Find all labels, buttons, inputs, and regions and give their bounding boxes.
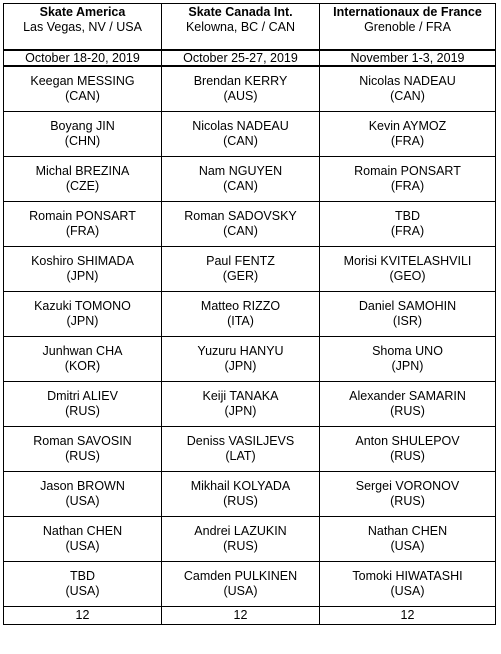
skater-name: Morisi KVITELASHVILI xyxy=(343,254,472,268)
skater-cell xyxy=(4,427,162,472)
skater-name: Kazuki TOMONO xyxy=(34,299,131,313)
skater-name: Camden PULKINEN xyxy=(183,569,298,583)
skater-count: 12 xyxy=(4,607,162,625)
event-location: Grenoble / FRA xyxy=(364,20,451,34)
skater-name: Sergei VORONOV xyxy=(355,479,460,493)
skater-cell xyxy=(4,382,162,427)
skater-cell xyxy=(4,202,162,247)
skater-cell xyxy=(320,472,496,517)
skater-row xyxy=(4,247,496,292)
skater-cell xyxy=(162,247,320,292)
skater-country: (FRA) xyxy=(390,179,425,193)
skater-country: (USA) xyxy=(65,494,100,508)
skater-cell xyxy=(162,517,320,562)
skater-row xyxy=(4,112,496,157)
skater-name: Roman SAVOSIN xyxy=(33,434,132,448)
event-dates: October 25-27, 2019 xyxy=(162,50,320,66)
skater-name: TBD xyxy=(395,209,420,223)
skater-name: Tomoki HIWATASHI xyxy=(352,569,463,583)
skater-cell xyxy=(162,202,320,247)
skater-cell xyxy=(162,157,320,202)
skater-country: (CAN) xyxy=(223,134,258,148)
skater-country: (JPN) xyxy=(224,404,257,418)
skater-country: (USA) xyxy=(65,584,100,598)
skater-cell xyxy=(4,66,162,112)
skater-cell xyxy=(320,337,496,382)
skater-name: Kevin AYMOZ xyxy=(368,119,447,133)
count-row xyxy=(4,607,496,625)
skater-country: (JPN) xyxy=(391,359,424,373)
skater-country: (CAN) xyxy=(390,89,425,103)
skater-country: (GER) xyxy=(222,269,259,283)
skater-country: (RUS) xyxy=(65,404,100,418)
skater-count: 12 xyxy=(162,607,320,625)
skater-name: Jason BROWN xyxy=(40,479,125,493)
skater-cell xyxy=(320,202,496,247)
skater-country: (FRA) xyxy=(390,224,425,238)
skater-country: (GEO) xyxy=(389,269,426,283)
skater-row xyxy=(4,157,496,202)
skater-name: Nicolas NADEAU xyxy=(192,119,289,133)
skater-cell xyxy=(4,292,162,337)
skater-name: Andrei LAZUKIN xyxy=(194,524,287,538)
event-header-row xyxy=(4,4,496,51)
skater-cell xyxy=(320,112,496,157)
event-dates: October 18-20, 2019 xyxy=(4,50,162,66)
skater-country: (CHN) xyxy=(64,134,101,148)
skater-name: Romain PONSART xyxy=(29,209,136,223)
skater-cell xyxy=(4,517,162,562)
skater-cell xyxy=(4,247,162,292)
skater-cell xyxy=(320,66,496,112)
skater-name: Shoma UNO xyxy=(372,344,443,358)
skater-country: (CAN) xyxy=(223,179,258,193)
skater-name: Yuzuru HANYU xyxy=(197,344,284,358)
skater-cell xyxy=(320,382,496,427)
skater-cell xyxy=(320,562,496,607)
skater-country: (ITA) xyxy=(227,314,254,328)
skater-name: Nam NGUYEN xyxy=(198,164,283,178)
skater-row xyxy=(4,292,496,337)
skater-country: (ISR) xyxy=(392,314,423,328)
skater-name: Romain PONSART xyxy=(354,164,461,178)
event-name: Internationaux de France xyxy=(333,5,482,19)
skater-name: Nathan CHEN xyxy=(367,524,448,538)
skater-cell xyxy=(162,472,320,517)
skater-row xyxy=(4,517,496,562)
skater-country: (CAN) xyxy=(223,224,258,238)
event-location: Las Vegas, NV / USA xyxy=(23,20,142,34)
skater-cell xyxy=(162,337,320,382)
skater-name: Brendan KERRY xyxy=(193,74,288,88)
skater-country: (KOR) xyxy=(64,359,101,373)
skater-row xyxy=(4,472,496,517)
skater-name: Dmitri ALIEV xyxy=(47,389,118,403)
event-location: Kelowna, BC / CAN xyxy=(185,20,296,34)
skater-cell xyxy=(320,427,496,472)
skater-cell xyxy=(162,382,320,427)
skater-name: Deniss VASILJEVS xyxy=(186,434,295,448)
skater-cell xyxy=(4,472,162,517)
skater-name: Daniel SAMOHIN xyxy=(358,299,457,313)
skater-country: (LAT) xyxy=(225,449,256,463)
skater-country: (RUS) xyxy=(65,449,100,463)
skater-count: 12 xyxy=(320,607,496,625)
skater-country: (FRA) xyxy=(65,224,100,238)
skater-country: (USA) xyxy=(390,584,425,598)
skater-cell xyxy=(4,112,162,157)
event-name: Skate Canada Int. xyxy=(188,5,293,19)
skater-country: (USA) xyxy=(390,539,425,553)
event-header xyxy=(162,4,320,51)
skater-name: Paul FENTZ xyxy=(206,254,275,268)
skater-country: (FRA) xyxy=(390,134,425,148)
skater-cell xyxy=(4,337,162,382)
skater-row xyxy=(4,427,496,472)
skater-name: Alexander SAMARIN xyxy=(349,389,466,403)
skater-cell xyxy=(320,247,496,292)
skater-country: (CZE) xyxy=(65,179,100,193)
skater-country: (USA) xyxy=(65,539,100,553)
skater-country: (RUS) xyxy=(390,494,425,508)
skater-country: (RUS) xyxy=(223,494,258,508)
skater-row xyxy=(4,202,496,247)
skater-name: Nicolas NADEAU xyxy=(359,74,456,88)
skater-cell xyxy=(162,112,320,157)
skater-country: (USA) xyxy=(223,584,258,598)
skater-cell xyxy=(4,562,162,607)
event-header xyxy=(4,4,162,51)
skater-name: Keiji TANAKA xyxy=(202,389,279,403)
skater-country: (RUS) xyxy=(223,539,258,553)
skater-country: (AUS) xyxy=(223,89,258,103)
skater-row xyxy=(4,562,496,607)
skater-country: (JPN) xyxy=(66,314,99,328)
skater-row xyxy=(4,382,496,427)
event-dates: November 1-3, 2019 xyxy=(320,50,496,66)
skater-name: Mikhail KOLYADA xyxy=(190,479,291,493)
event-header xyxy=(320,4,496,51)
skater-row xyxy=(4,337,496,382)
skater-cell xyxy=(4,157,162,202)
skater-name: Matteo RIZZO xyxy=(200,299,281,313)
skater-name: Junhwan CHA xyxy=(42,344,123,358)
skater-name: Keegan MESSING xyxy=(30,74,135,88)
skater-cell xyxy=(320,292,496,337)
skater-name: Michal BREZINA xyxy=(35,164,130,178)
skater-country: (CAN) xyxy=(65,89,100,103)
skater-country: (RUS) xyxy=(390,449,425,463)
skater-country: (JPN) xyxy=(66,269,99,283)
skater-name: Nathan CHEN xyxy=(42,524,123,538)
skater-cell xyxy=(162,562,320,607)
skater-cell xyxy=(320,157,496,202)
skater-country: (JPN) xyxy=(224,359,257,373)
skater-name: Anton SHULEPOV xyxy=(355,434,460,448)
skater-cell xyxy=(162,66,320,112)
event-name: Skate America xyxy=(39,5,126,19)
skater-country: (RUS) xyxy=(390,404,425,418)
skater-cell xyxy=(162,427,320,472)
assignments-table xyxy=(3,3,496,625)
skater-name: TBD xyxy=(70,569,95,583)
skater-cell xyxy=(320,517,496,562)
skater-name: Roman SADOVSKY xyxy=(184,209,297,223)
event-dates-row xyxy=(4,50,496,66)
skater-cell xyxy=(162,292,320,337)
skater-name: Boyang JIN xyxy=(50,119,115,133)
skater-name: Koshiro SHIMADA xyxy=(31,254,134,268)
skater-row xyxy=(4,66,496,112)
